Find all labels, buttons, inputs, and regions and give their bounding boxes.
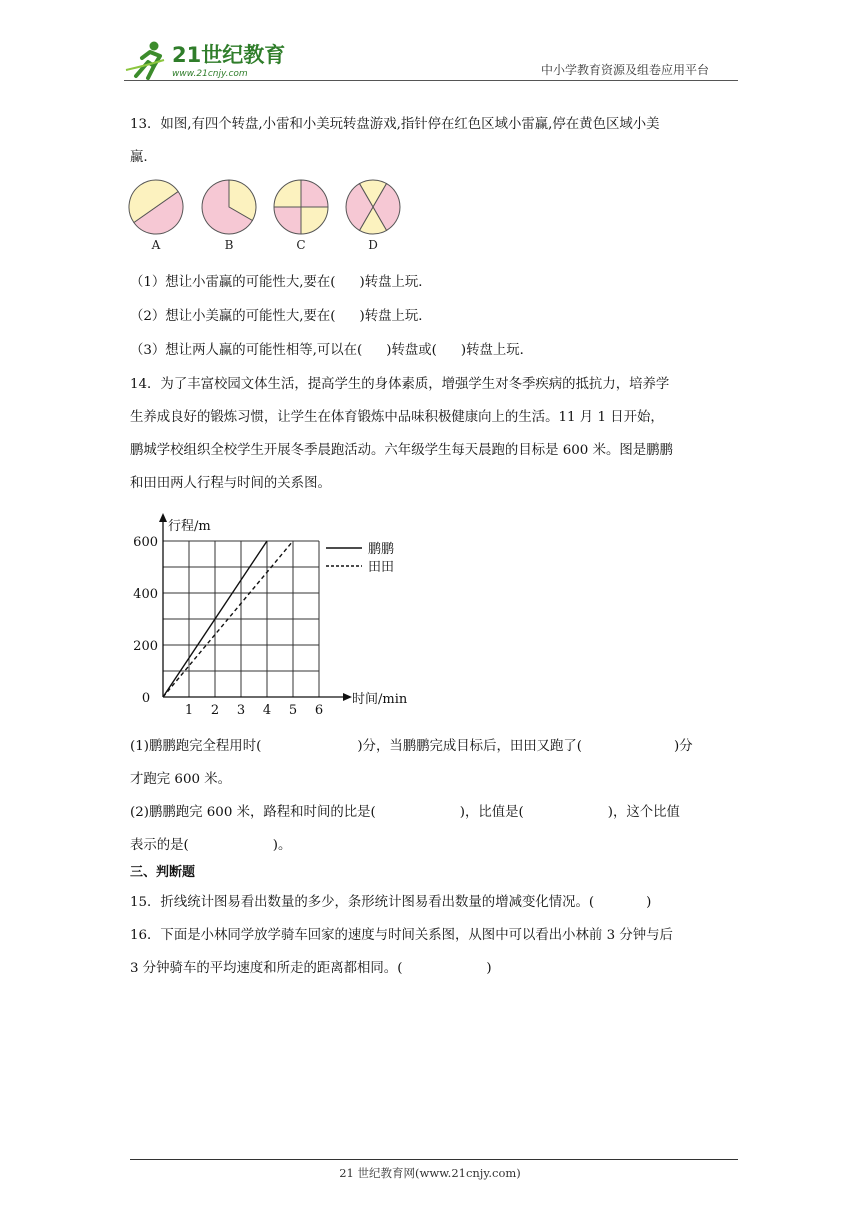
origin-label: 0 [141, 691, 151, 706]
q13-sub2: （2）想让小美赢的可能性大,要在( )转盘上玩． [130, 309, 432, 324]
q13-sub1: （1）想让小雷赢的可能性大,要在( )转盘上玩． [130, 275, 432, 290]
spinner-wheels-figure [126, 178, 416, 254]
y-axis-label: 行程/m [168, 519, 211, 534]
footer-text: 21 世纪教育网(www.21cnjy.com) [339, 1166, 521, 1180]
q14-stem-line1: 14．为了丰富校园文体生活，提高学生的身体素质，增强学生对冬季疾病的抵抗力，培养学 [130, 377, 670, 392]
wheel-c-yellow-sector-2 [274, 180, 301, 207]
wheel-c-red-sector-1 [301, 180, 328, 207]
site-logo [124, 36, 289, 80]
x-axis-label: 时间/min [352, 692, 408, 707]
q14-stem-line4: 和田田两人行程与时间的关系图。 [130, 476, 331, 491]
legend-label: 鹏鹏 [368, 542, 395, 557]
header-divider [124, 80, 738, 81]
q14-sub2-line1: (2)鹏鹏跑完 600 米，路程和时间的比是( )，比值是( )，这个比值 [130, 805, 680, 820]
wheel-label-b: B [224, 238, 234, 252]
q14-stem-line2: 生养成良好的锻炼习惯，让学生在体育锻炼中品味积极健康向上的生活。11 月 1 日开始， [130, 410, 664, 425]
y-axis-arrow [159, 513, 167, 522]
logo-subtext: www.21cnjy.com [172, 69, 248, 79]
header-platform-text: 中小学教育资源及组卷应用平台 [541, 63, 710, 77]
x-tick-label: 2 [210, 703, 220, 718]
x-tick-label: 6 [314, 703, 324, 718]
wheel-label-c: C [296, 238, 306, 252]
x-tick-label: 4 [262, 703, 272, 718]
chart-grid [163, 541, 319, 697]
wheel-label-a: A [151, 238, 161, 252]
q16-line2: 3 分钟骑车的平均速度和所走的距离都相同。( ) [130, 961, 492, 976]
q14-stem-line3: 鹏城学校组织全校学生开展冬季晨跑活动。六年级学生每天晨跑的目标是 600 米。图是鹏鹏 [130, 443, 673, 458]
wheel-c-yellow-sector-1 [301, 207, 328, 234]
q14-sub2-line2: 表示的是( )。 [130, 838, 292, 853]
wheel-c-red-sector-2 [274, 207, 301, 234]
q13-stem-line2: 赢. [130, 150, 148, 165]
footer-divider [130, 1159, 738, 1160]
chart-ticks [133, 535, 323, 718]
distance-time-chart [130, 510, 430, 720]
y-tick-label: 600 [133, 535, 158, 550]
q14-sub1-line1: (1)鹏鹏跑完全程用时( )分，当鹏鹏完成目标后，田田又跑了( )分 [130, 739, 693, 754]
q13-stem-line1: 13．如图,有四个转盘,小雷和小美玩转盘游戏,指针停在红色区域小雷赢,停在黄色区域小美 [130, 117, 660, 132]
q14-sub1-line2: 才跑完 600 米。 [130, 772, 232, 787]
chart-legend [326, 542, 394, 575]
wheel-a [129, 180, 183, 234]
wheel-label-d: D [368, 238, 378, 252]
q13-sub3: （3）想让两人赢的可能性相等,可以在( )转盘或( )转盘上玩． [130, 343, 534, 358]
logo-text: 21世纪教育 [172, 43, 286, 67]
q16-line1: 16．下面是小林同学放学骑车回家的速度与时间关系图，从图中可以看出小林前 3 分钟与后 [130, 928, 673, 943]
x-tick-label: 5 [288, 703, 298, 718]
section-title: 三、判断题 [130, 865, 196, 880]
q15: 15．折线统计图易看出数量的多少，条形统计图易看出数量的增减变化情况。( ) [130, 895, 652, 910]
y-tick-label: 200 [133, 639, 158, 654]
wheel-b [202, 180, 256, 234]
x-tick-label: 1 [184, 703, 194, 718]
wheel-d [346, 180, 400, 234]
runner-icon [126, 42, 164, 79]
wheel-c [274, 180, 328, 234]
x-axis-arrow [343, 693, 352, 701]
x-tick-label: 3 [236, 703, 246, 718]
legend-label: 田田 [368, 560, 395, 575]
y-tick-label: 400 [133, 587, 158, 602]
